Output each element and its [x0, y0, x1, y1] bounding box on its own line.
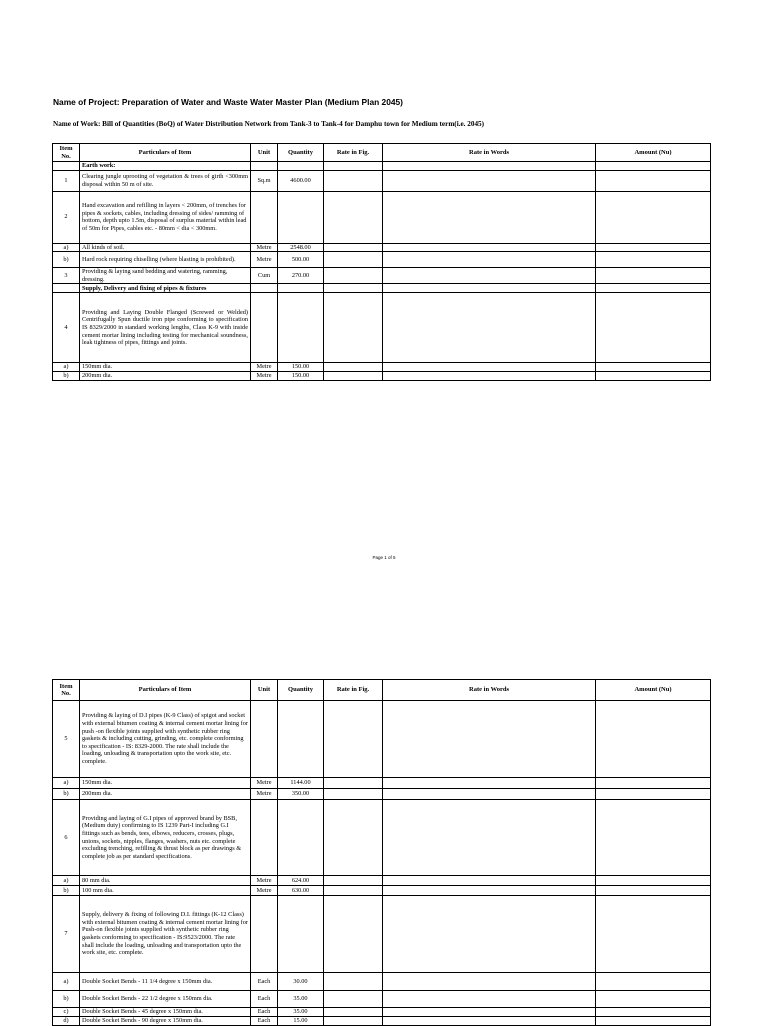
quantity-cell: 1144.00 — [278, 778, 324, 789]
boq-table-2 — [52, 679, 711, 1026]
rate-words-cell — [383, 252, 596, 268]
unit-cell — [251, 293, 278, 363]
item-no-cell: 7 — [53, 896, 80, 973]
table-row — [53, 991, 711, 1008]
item-no-cell: b) — [53, 252, 80, 268]
item-no-cell: 5 — [53, 701, 80, 778]
quantity-cell: 150.00 — [278, 371, 324, 380]
rate-fig-cell — [324, 293, 383, 363]
rate-fig-cell — [324, 789, 383, 800]
quantity-cell — [278, 896, 324, 973]
quantity-cell: 150.00 — [278, 363, 324, 372]
rate-words-cell — [383, 778, 596, 789]
rate-fig-cell — [324, 778, 383, 789]
rate-fig-cell — [324, 1008, 383, 1017]
item-no-cell: b) — [53, 371, 80, 380]
table-header-row — [53, 680, 711, 701]
table-row — [53, 886, 711, 896]
amount-cell — [596, 896, 711, 973]
amount-cell — [596, 243, 711, 252]
table-row — [53, 876, 711, 886]
unit-cell: Metre — [251, 778, 278, 789]
unit-cell: Metre — [251, 371, 278, 380]
rate-fig-cell — [324, 886, 383, 896]
unit-cell — [251, 162, 278, 171]
quantity-cell — [278, 800, 324, 876]
unit-cell — [251, 191, 278, 243]
rate-words-cell — [383, 363, 596, 372]
table-header-row — [53, 144, 711, 162]
particulars-cell: Hand excavation and refilling in layers < 200mm, of trenches for pipes & sockets, cables, including dressing of sides/ ramming of bottom, depth upto 1.5m, disposal of surplus material within lead of 50m for Pipes, cables etc. - 80mm < dia < 300mm. — [80, 191, 251, 243]
particulars-cell: All kinds of soil. — [80, 243, 251, 252]
amount-cell — [596, 778, 711, 789]
rate-words-cell — [383, 162, 596, 171]
amount-cell — [596, 876, 711, 886]
header-particulars: Particulars of Item — [80, 680, 251, 701]
rate-fig-cell — [324, 284, 383, 293]
amount-cell — [596, 800, 711, 876]
header-item-no: Item No. — [53, 144, 80, 162]
unit-cell — [251, 284, 278, 293]
particulars-cell: 150mm dia. — [80, 363, 251, 372]
work-title: Name of Work: Bill of Quantities (BoQ) of Water Distribution Network from Tank-3 to Tank-4 for Damphu town for Medium term(i.e. 2045) — [53, 120, 485, 128]
table-row — [53, 363, 711, 372]
header-unit: Unit — [251, 144, 278, 162]
quantity-cell: 350.00 — [278, 789, 324, 800]
amount-cell — [596, 268, 711, 284]
rate-fig-cell — [324, 876, 383, 886]
particulars-cell: Supply, Delivery and fixing of pipes & fixtures — [80, 284, 251, 293]
table-row — [53, 284, 711, 293]
table-row — [53, 162, 711, 171]
project-title: Name of Project: Preparation of Water and Waste Water Master Plan (Medium Plan 2045) — [53, 97, 403, 107]
amount-cell — [596, 701, 711, 778]
rate-fig-cell — [324, 252, 383, 268]
rate-fig-cell — [324, 363, 383, 372]
rate-words-cell — [383, 800, 596, 876]
item-no-cell: a) — [53, 243, 80, 252]
particulars-cell: Double Socket Bends - 22 1/2 degree x 150mm dia. — [80, 991, 251, 1008]
table-row — [53, 800, 711, 876]
header-rate-words: Rate in Words — [383, 680, 596, 701]
rate-fig-cell — [324, 973, 383, 991]
particulars-cell: Providing & laying sand bedding and watering, ramming, dressing. — [80, 268, 251, 284]
page-number: Page 1 of 5 — [372, 555, 396, 560]
quantity-cell — [278, 293, 324, 363]
table-row — [53, 778, 711, 789]
quantity-cell: 2548.00 — [278, 243, 324, 252]
item-no-cell: 3 — [53, 268, 80, 284]
particulars-cell: 200mm dia. — [80, 789, 251, 800]
unit-cell — [251, 896, 278, 973]
amount-cell — [596, 886, 711, 896]
table-row — [53, 293, 711, 363]
rate-words-cell — [383, 991, 596, 1008]
header-quantity: Quantity — [278, 680, 324, 701]
item-no-cell: 6 — [53, 800, 80, 876]
rate-fig-cell — [324, 1017, 383, 1026]
quantity-cell — [278, 162, 324, 171]
header-rate-words: Rate in Words — [383, 144, 596, 162]
quantity-cell: 270.00 — [278, 268, 324, 284]
quantity-cell: 500.00 — [278, 252, 324, 268]
quantity-cell: 30.00 — [278, 973, 324, 991]
rate-words-cell — [383, 268, 596, 284]
item-no-cell: 1 — [53, 170, 80, 191]
particulars-cell: Providing and Laying Double Flanged (Screwed or Welded) Centrifugally Spun ductile iron pipe conforming to specification IS 8329/2000 in standard working lengths, Class K-9 with inside cement mortar lining including testing for mechanical soundness, leak tightness of pipes, fittings and joints. — [80, 293, 251, 363]
header-unit: Unit — [251, 680, 278, 701]
quantity-cell: 4600.00 — [278, 170, 324, 191]
amount-cell — [596, 1008, 711, 1017]
table-row — [53, 252, 711, 268]
item-no-cell: b) — [53, 886, 80, 896]
quantity-cell: 630.00 — [278, 886, 324, 896]
rate-fig-cell — [324, 162, 383, 171]
particulars-cell: Providing & laying of D.I pipes (K-9 Class) of spigot and socket with external bitumen coating & internal cement mortar lining for push -on flexible joints supplied with synthetic rubber ring gaskets & including cutting, grinding, etc. complete conforming to specification - IS: 8329-2000. The rate shall include the loading, unloading & transportation upto the work site, etc. complete. — [80, 701, 251, 778]
rate-fig-cell — [324, 371, 383, 380]
unit-cell: Each — [251, 991, 278, 1008]
quantity-cell: 35.00 — [278, 991, 324, 1008]
particulars-cell: Double Socket Bends - 90 degree x 150mm dia. — [80, 1017, 251, 1026]
header-rate-fig: Rate in Fig. — [324, 680, 383, 701]
particulars-cell: 100 mm dia. — [80, 886, 251, 896]
unit-cell: Metre — [251, 363, 278, 372]
quantity-cell — [278, 284, 324, 293]
rate-words-cell — [383, 371, 596, 380]
amount-cell — [596, 991, 711, 1008]
rate-words-cell — [383, 1008, 596, 1017]
unit-cell: Each — [251, 973, 278, 991]
amount-cell — [596, 363, 711, 372]
amount-cell — [596, 371, 711, 380]
particulars-cell: Double Socket Bends - 45 degree x 150mm dia. — [80, 1008, 251, 1017]
table-row — [53, 701, 711, 778]
item-no-cell: b) — [53, 991, 80, 1008]
rate-fig-cell — [324, 268, 383, 284]
unit-cell: Metre — [251, 886, 278, 896]
particulars-cell: 200mm dia. — [80, 371, 251, 380]
unit-cell — [251, 701, 278, 778]
table-row — [53, 268, 711, 284]
rate-words-cell — [383, 896, 596, 973]
unit-cell: Metre — [251, 252, 278, 268]
amount-cell — [596, 973, 711, 991]
unit-cell: Each — [251, 1017, 278, 1026]
amount-cell — [596, 284, 711, 293]
rate-words-cell — [383, 243, 596, 252]
item-no-cell: a) — [53, 363, 80, 372]
item-no-cell: a) — [53, 778, 80, 789]
rate-words-cell — [383, 973, 596, 991]
quantity-cell: 624.00 — [278, 876, 324, 886]
particulars-cell: Double Socket Bends - 11 1/4 degree x 150mm dia. — [80, 973, 251, 991]
amount-cell — [596, 1017, 711, 1026]
item-no-cell — [53, 162, 80, 171]
item-no-cell: a) — [53, 876, 80, 886]
item-no-cell: b) — [53, 789, 80, 800]
table-row — [53, 371, 711, 380]
unit-cell: Cum — [251, 268, 278, 284]
rate-fig-cell — [324, 191, 383, 243]
quantity-cell — [278, 701, 324, 778]
table-row — [53, 170, 711, 191]
item-no-cell: c) — [53, 1008, 80, 1017]
quantity-cell: 35.00 — [278, 1008, 324, 1017]
rate-words-cell — [383, 886, 596, 896]
particulars-cell: Clearing jungle uprooting of vegetation & trees of girth <300mm disposal within 50 m of site. — [80, 170, 251, 191]
amount-cell — [596, 252, 711, 268]
rate-fig-cell — [324, 800, 383, 876]
item-no-cell: a) — [53, 973, 80, 991]
header-rate-fig: Rate in Fig. — [324, 144, 383, 162]
boq-table-1 — [52, 143, 711, 381]
table-row — [53, 896, 711, 973]
amount-cell — [596, 789, 711, 800]
item-no-cell: 4 — [53, 293, 80, 363]
amount-cell — [596, 162, 711, 171]
amount-cell — [596, 293, 711, 363]
rate-words-cell — [383, 1017, 596, 1026]
rate-words-cell — [383, 191, 596, 243]
amount-cell — [596, 191, 711, 243]
table-row — [53, 191, 711, 243]
rate-fig-cell — [324, 243, 383, 252]
table-row — [53, 243, 711, 252]
particulars-cell: 80 mm dia. — [80, 876, 251, 886]
quantity-cell — [278, 191, 324, 243]
unit-cell: Each — [251, 1008, 278, 1017]
particulars-cell: Supply, delivery & fixing of following D.I. fittings (K-12 Class) with external bitumen coating & internal cement mortar lining for Push-on flexible joints supplied with synthetic rubber ring gaskets conforming to specification - IS:9523/2000. The rate shall include the loading, unloading and transportation upto the work site, etc. complete. — [80, 896, 251, 973]
particulars-cell: 150mm dia. — [80, 778, 251, 789]
table-row — [53, 789, 711, 800]
table-row — [53, 973, 711, 991]
unit-cell: Metre — [251, 789, 278, 800]
quantity-cell: 15.00 — [278, 1017, 324, 1026]
unit-cell: Sq.m — [251, 170, 278, 191]
table-row — [53, 1008, 711, 1017]
rate-words-cell — [383, 170, 596, 191]
rate-words-cell — [383, 293, 596, 363]
rate-words-cell — [383, 284, 596, 293]
header-item-no: Item No. — [53, 680, 80, 701]
header-particulars: Particulars of Item — [80, 144, 251, 162]
particulars-cell: Providing and laying of G.I pipes of approved brand by BSB, (Medium duty) confirming to IS 1239 Part-I including G.I fittings such as bends, tees, elbows, reducers, crosses, plugs, unions, sockets, nipples, flanges, washers, nuts etc. complete excluding trenching, refilling & thrust block as per drawings & complete job as per standard specifications. — [80, 800, 251, 876]
particulars-cell: Earth work: — [80, 162, 251, 171]
rate-fig-cell — [324, 701, 383, 778]
header-amount: Amount (Nu) — [596, 144, 711, 162]
unit-cell: Metre — [251, 876, 278, 886]
rate-words-cell — [383, 876, 596, 886]
rate-words-cell — [383, 701, 596, 778]
unit-cell: Metre — [251, 243, 278, 252]
rate-fig-cell — [324, 991, 383, 1008]
item-no-cell: 2 — [53, 191, 80, 243]
amount-cell — [596, 170, 711, 191]
header-amount: Amount (Nu) — [596, 680, 711, 701]
header-quantity: Quantity — [278, 144, 324, 162]
rate-words-cell — [383, 789, 596, 800]
item-no-cell — [53, 284, 80, 293]
rate-fig-cell — [324, 170, 383, 191]
item-no-cell: d) — [53, 1017, 80, 1026]
table-row — [53, 1017, 711, 1026]
unit-cell — [251, 800, 278, 876]
rate-fig-cell — [324, 896, 383, 973]
particulars-cell: Hard rock requiring chiselling (where blasting is prohibited). — [80, 252, 251, 268]
